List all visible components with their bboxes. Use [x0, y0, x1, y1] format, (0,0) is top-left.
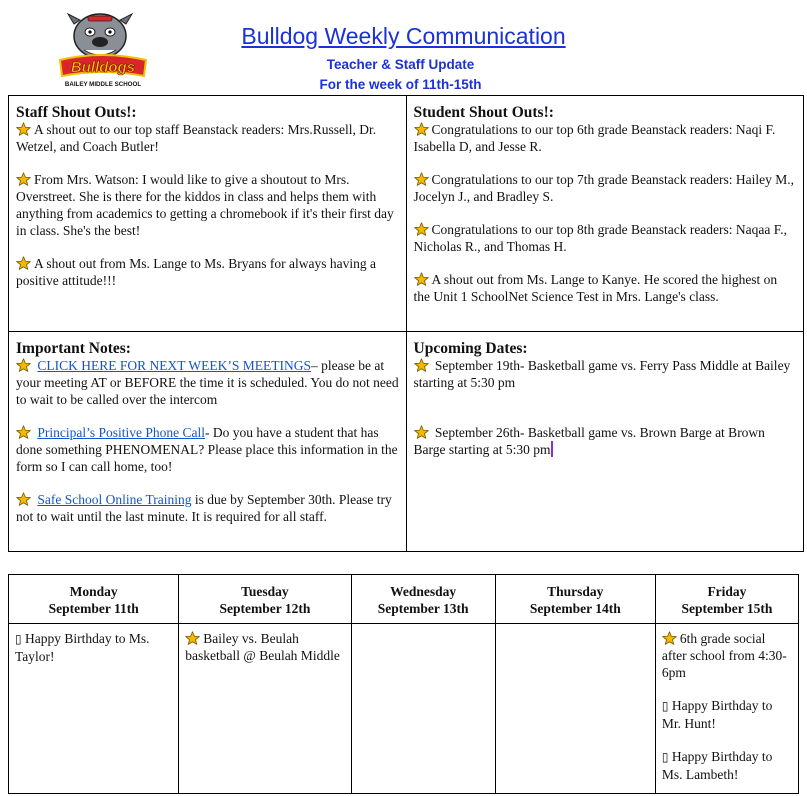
safe-school-training-link[interactable]: Safe School Online Training [37, 492, 192, 507]
upcoming-dates-cell [406, 332, 804, 552]
page-title: Bulldog Weekly Communication [241, 23, 566, 49]
star-icon [16, 492, 31, 506]
note-item-phone-call [16, 424, 400, 475]
star-icon [662, 631, 677, 645]
staff-shout-out-item [16, 121, 400, 155]
note-item-meetings [16, 357, 400, 408]
upcoming-date-text: September 19th- Basketball game vs. Ferry Pass Middle at Bailey starting at 5:30 pm [413, 358, 791, 390]
calendar-day-header: Thursday September 14th [495, 575, 655, 624]
star-icon [16, 358, 31, 372]
staff-shout-out-text: A shout out from Ms. Lange to Ms. Bryans for always having a positive attitude!!! [16, 256, 376, 288]
note-text: - Do you have a student that has done something PHENOMENAL? Please place this information in the form so I can call home, too! [16, 425, 398, 474]
missing-glyph-icon: ▯ [661, 699, 669, 713]
logo-wordmark: Bulldogs [70, 59, 136, 76]
positive-phone-call-link[interactable]: Principal’s Positive Phone Call [37, 425, 205, 440]
logo-subtext: BAILEY MIDDLE SCHOOL [64, 81, 142, 88]
staff-shout-out-item [16, 171, 400, 239]
star-icon [414, 272, 429, 286]
calendar-cell-friday [655, 624, 798, 794]
staff-shout-out-item [16, 255, 400, 289]
calendar-day-header: Tuesday September 12th [179, 575, 351, 624]
star-icon [414, 172, 429, 186]
subtitle-audience: Teacher & Staff Update [326, 57, 475, 72]
upcoming-date-item [414, 357, 798, 391]
star-icon [16, 172, 31, 186]
staff-shout-out-text: From Mrs. Watson: I would like to give a shoutout to Mrs. Overstreet. She is there for the kiddos in class and helps them with anything from academics to getting a chromebook if it's their first day in class. She's the best! [16, 172, 394, 238]
upcoming-date-item [414, 424, 798, 458]
missing-glyph-icon: ▯ [661, 750, 669, 764]
calendar-cell-wednesday [351, 624, 495, 794]
calendar-header-row [9, 575, 799, 624]
meetings-link[interactable]: CLICK HERE FOR NEXT WEEK’S MEETINGS [37, 358, 311, 373]
important-notes-cell [9, 332, 407, 552]
student-shout-outs-cell [406, 96, 804, 332]
student-shout-out-text: Congratulations to our top 7th grade Beanstack readers: Hailey M., Jocelyn J., and Bradley S. [413, 172, 795, 204]
student-shout-out-item [414, 221, 798, 255]
calendar-event: ▯ Happy Birthday to Mr. Hunt! [661, 698, 773, 731]
star-icon [414, 222, 429, 236]
weekly-calendar [8, 574, 799, 794]
star-icon [414, 425, 429, 439]
star-icon [185, 631, 200, 645]
calendar-day-header: Friday September 15th [655, 575, 798, 624]
staff-shout-outs-cell [9, 96, 407, 332]
student-shout-out-text: Congratulations to our top 6th grade Beanstack readers: Naqi F. Isabella D, and Jesse R. [413, 122, 776, 154]
calendar-day-header: Wednesday September 13th [351, 575, 495, 624]
upcoming-dates-heading: Upcoming Dates: [413, 340, 528, 357]
calendar-day-header: Monday September 11th [9, 575, 179, 624]
student-shout-out-item [414, 121, 798, 155]
subtitle-week: For the week of 11th-15th [319, 77, 482, 92]
student-shout-out-text: A shout out from Ms. Lange to Kanye. He scored the highest on the Unit 1 SchoolNet Science Test in Mrs. Lange's class. [413, 272, 778, 304]
student-shout-out-text: Congratulations to our top 8th grade Beanstack readers: Naqaa F., Nicholas R., and Thomas H. [413, 222, 787, 254]
note-text: – please be at your meeting AT or BEFORE the time it is scheduled. You do not need to wait to be called over the intercom [16, 358, 399, 407]
calendar-cell-monday [9, 624, 179, 794]
staff-shout-out-text: A shout out to our top staff Beanstack readers: Mrs.Russell, Dr. Wetzel, and Coach Butler! [16, 122, 377, 154]
star-icon [16, 425, 31, 439]
star-icon [414, 122, 429, 136]
student-shout-out-item [414, 271, 798, 305]
missing-glyph-icon: ▯ [15, 632, 22, 646]
star-icon [414, 358, 429, 372]
upcoming-date-text: September 26th- Basketball game vs. Brown Barge at Brown Barge starting at 5:30 pm [413, 425, 765, 457]
calendar-body-row [9, 624, 799, 794]
shout-outs-grid [8, 95, 804, 552]
star-icon [16, 122, 31, 136]
calendar-event: 6th grade social after school from 4:30-6pm [661, 631, 787, 680]
student-shout-out-item [414, 171, 798, 205]
important-notes-heading: Important Notes: [16, 340, 131, 357]
calendar-event: Bailey vs. Beulah basketball @ Beulah Middle [185, 631, 340, 663]
calendar-event: Happy Birthday to Ms. Taylor! [15, 631, 150, 664]
star-icon [16, 256, 31, 270]
calendar-cell-tuesday [179, 624, 351, 794]
header [0, 0, 807, 96]
text-cursor [551, 441, 553, 457]
note-text: is due by September 30th. Please try not to wait until the last minute. It is required for all staff. [16, 492, 392, 524]
staff-shout-outs-heading: Staff Shout Outs!: [16, 104, 137, 121]
student-shout-outs-heading: Student Shout Outs!: [413, 104, 554, 121]
calendar-cell-thursday [495, 624, 655, 794]
note-item-training [16, 491, 400, 525]
calendar-event: ▯ Happy Birthday to Ms. Lambeth! [661, 749, 773, 782]
